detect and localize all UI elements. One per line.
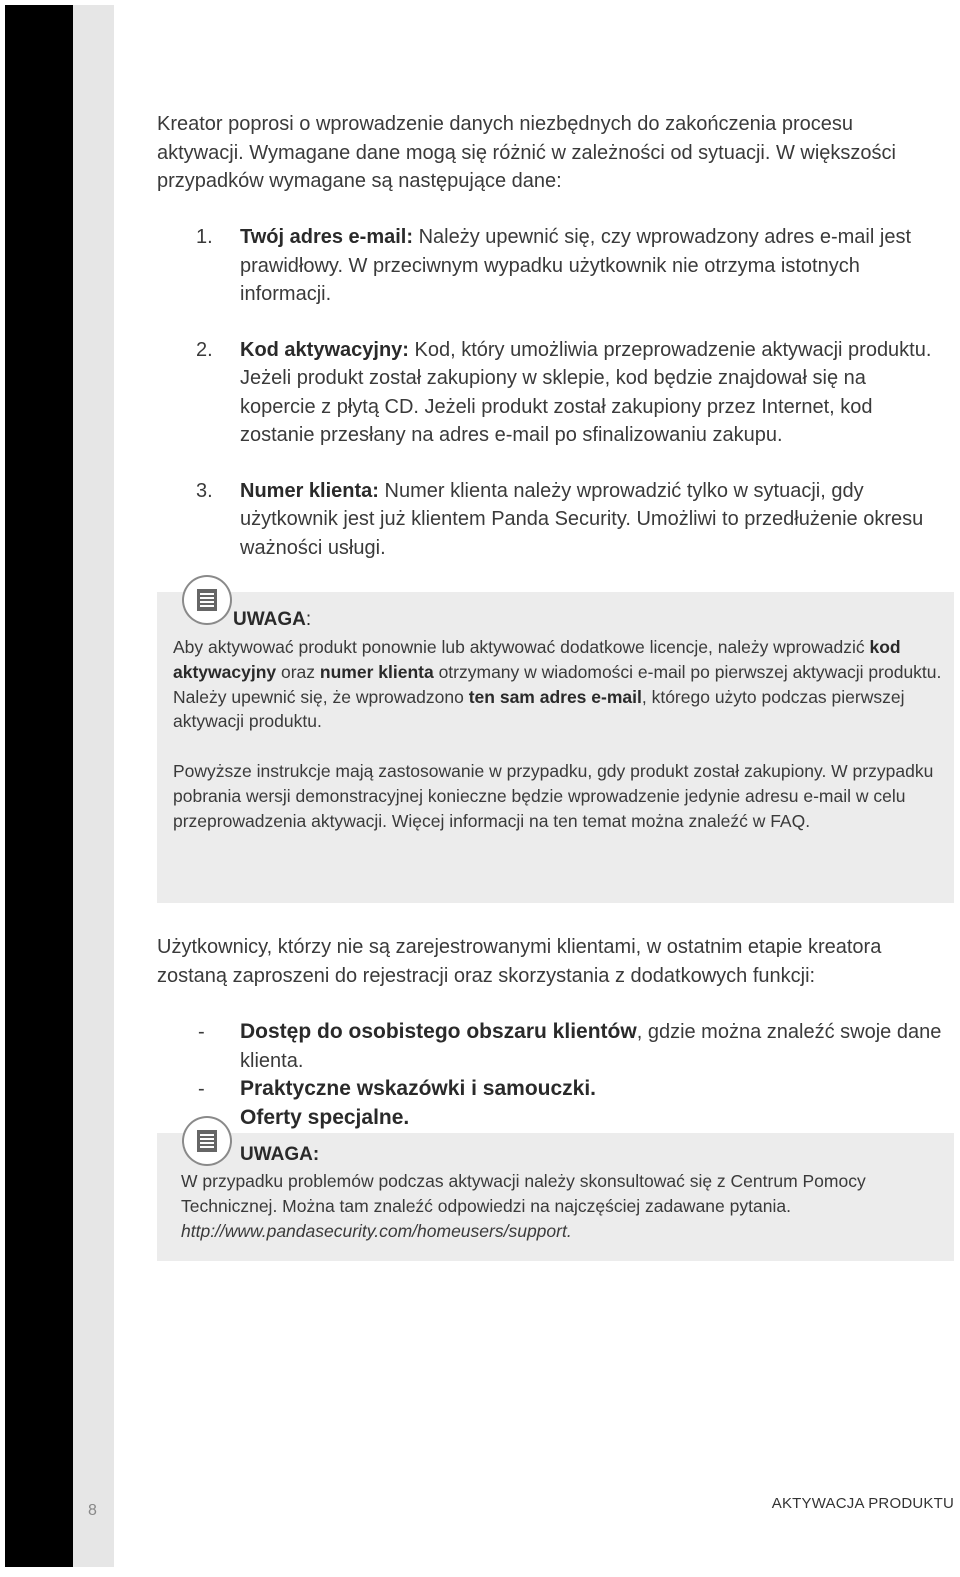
list-text: Kod, który umożliwia przeprowadzenie aktywacji produktu. Jeżeli produkt został zakupiony w sklepie, kod będzie znajdował się na kopercie z płytą CD. Jeżeli produkt został zakupiony przez Internet, kod zostanie przesłany na adres e-mail po sfinalizowaniu zakupu. bbox=[240, 338, 932, 446]
note-title: UWAGA: bbox=[233, 609, 312, 630]
list-number: 2. bbox=[196, 338, 213, 361]
list-item bbox=[157, 336, 947, 450]
list-item: - Praktyczne wskazówki i samouczki. bbox=[157, 1075, 947, 1104]
list-number: 3. bbox=[196, 479, 213, 502]
list-item bbox=[157, 223, 947, 309]
list-text: Należy upewnić się, czy wprowadzony adres e-mail jest prawidłowy. W przeciwnym wypadku użytkownik nie otrzyma istotnych informacji. bbox=[240, 226, 911, 305]
margin-grey-bar bbox=[73, 5, 114, 1567]
note-title: UWAGA: bbox=[240, 1144, 320, 1165]
note-text: Powyższe instrukcje mają zastosowanie w przypadku, gdy produkt został zakupiony. W przypadku pobrania wersji demonstracyjnej konieczne będzie wprowadzenie jedynie adresu e-mail w celu przeprowadzenia aktywacji. Więcej informacji na ten temat można znaleźć w FAQ. bbox=[173, 761, 934, 831]
required-data-list bbox=[157, 223, 947, 589]
list-term: Twój adres e-mail: bbox=[240, 226, 414, 248]
list-item: Oferty specjalne. bbox=[240, 1105, 410, 1129]
list-item: - Dostęp do osobistego obszaru klientów, gdzie można znaleźć swoje dane klienta. bbox=[198, 1020, 942, 1072]
list-dash: - bbox=[198, 1021, 205, 1043]
list-text: Numer klienta należy wprowadzić tylko w sytuacji, gdy użytkownik jest już klientem Panda Security. Umożliwi to przedłużenie okresu ważności usługi. bbox=[240, 479, 924, 559]
list-number: 1. bbox=[196, 226, 213, 248]
note-text: Aby aktywować produkt ponownie lub aktywować dodatkowe licencje, należy wprowadzić kod aktywacyjny oraz numer klienta otrzymany w wiadomości e-mail po pierwszej aktywacji produktu. Należy upewnić się, że wprowadzono ten sam adres e-mail, którego użyto podczas pierwszej aktywacji produktu. bbox=[173, 637, 942, 732]
list-item bbox=[157, 477, 947, 563]
document-icon bbox=[182, 575, 232, 625]
document-icon bbox=[182, 1116, 232, 1166]
benefits-list bbox=[157, 1018, 947, 1132]
intro-paragraph: Kreator poprosi o wprowadzenie danych niezbędnych do zakończenia procesu aktywacji. Wymagane dane mogą się różnić w zależności od sytuacji. W większości przypadków wymagane są następujące dane: bbox=[157, 113, 896, 192]
margin-black-bar bbox=[5, 5, 73, 1567]
support-link[interactable]: http://www.pandasecurity.com/homeusers/support. bbox=[181, 1220, 572, 1241]
page-number: 8 bbox=[88, 1502, 97, 1519]
list-dash: - bbox=[198, 1078, 205, 1100]
note-text: W przypadku problemów podczas aktywacji należy skonsultować się z Centrum Pomocy Technicznej. Można tam znaleźć odpowiedzi na najczęściej zadawane pytania. http://www.pandasecurity.com/homeusers/support. bbox=[181, 1171, 866, 1241]
list-term: Numer klienta: bbox=[240, 479, 379, 502]
registration-paragraph: Użytkownicy, którzy nie są zarejestrowanymi klientami, w ostatnim etapie kreatora zostaną zaproszeni do rejestracji oraz skorzystania z dodatkowych funkcji: bbox=[157, 936, 882, 987]
list-term: Kod aktywacyjny: bbox=[240, 338, 409, 361]
footer-section-title: AKTYWACJA PRODUKTU bbox=[771, 1495, 954, 1512]
